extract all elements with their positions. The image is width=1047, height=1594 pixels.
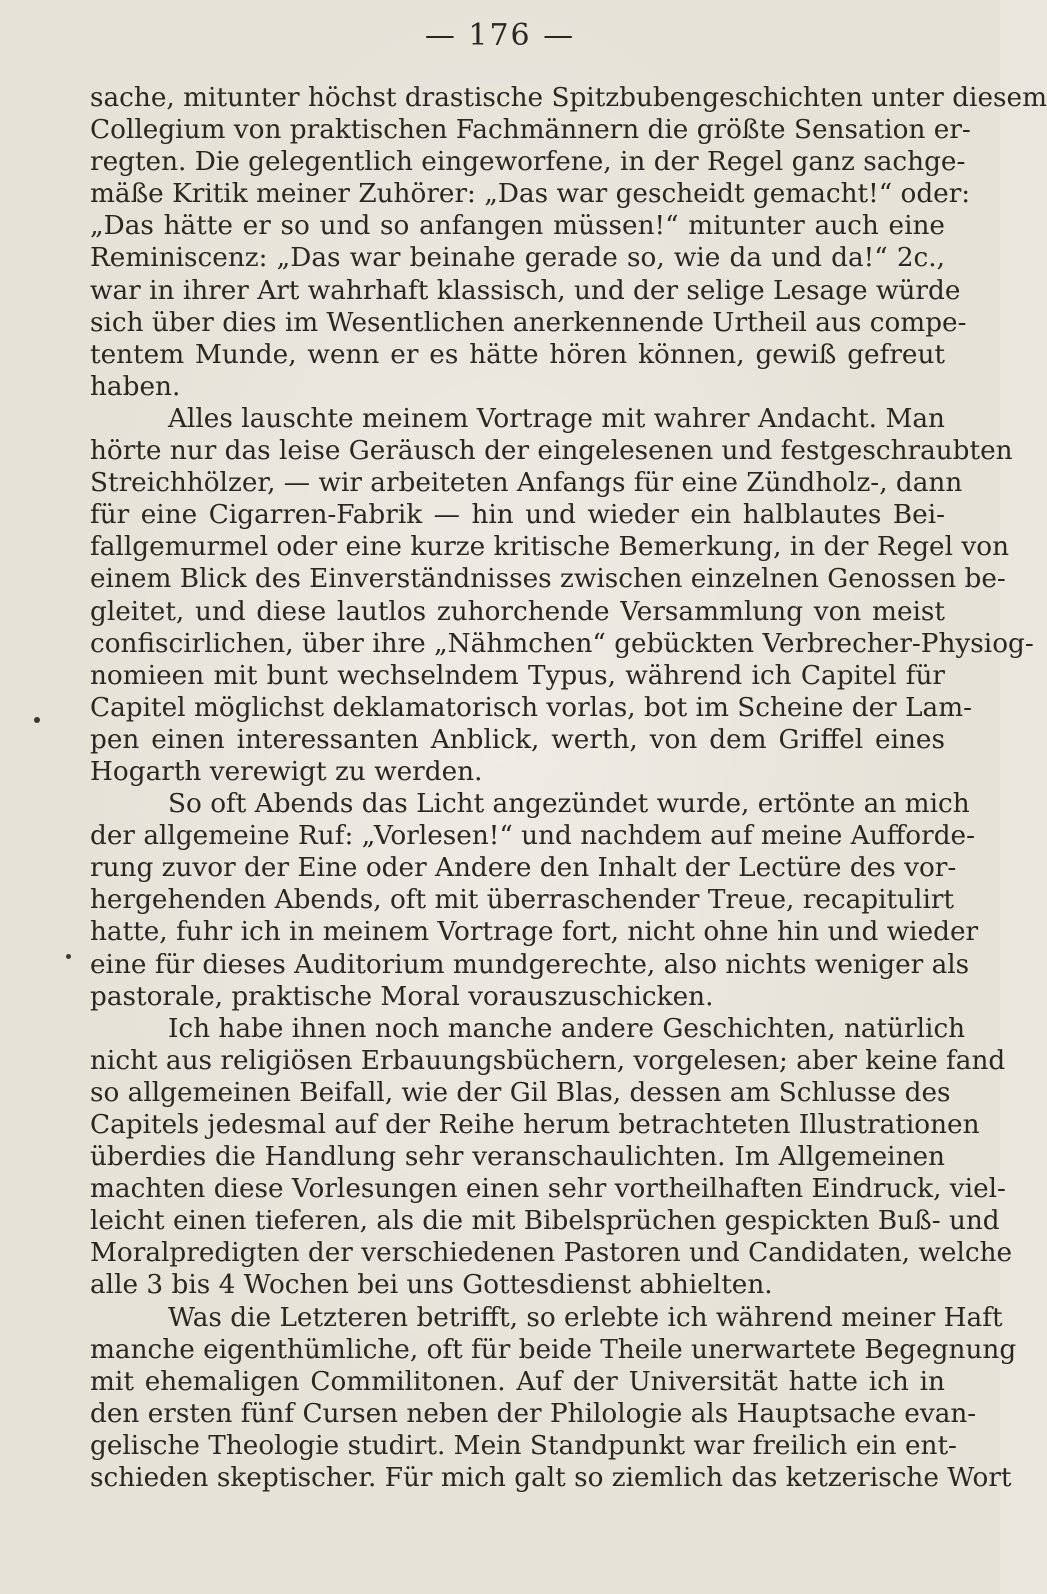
text-line: mäße Kritik meiner Zuhörer: „Das war gescheidt gemacht!“ oder:	[90, 179, 971, 210]
text-line: war in ihrer Art wahrhaft klassisch, und der selige Lesage würde	[90, 275, 961, 306]
text-line: nicht aus religiösen Erbauungsbüchern, vorgelesen; aber keine fand	[90, 1045, 1006, 1076]
page-number: — 176 —	[424, 18, 576, 53]
text-line: „Das hätte er so und so anfangen müssen!“ mitunter auch eine	[90, 211, 945, 242]
text-line: hörte nur das leise Geräusch der eingelesenen und festgeschraubten	[90, 436, 1013, 467]
text-line: Moralpredigten der verschiedenen Pastoren und Candidaten, welche	[90, 1238, 1013, 1269]
text-line: Capitels jedesmal auf der Reihe herum betrachteten Illustrationen	[90, 1110, 980, 1140]
text-line: hergehenden Abends, oft mit überraschender Treue, recapitulirt	[90, 885, 954, 916]
text-line: Alles lauschte meinem Vortrage mit wahrer Andacht. Man	[168, 403, 945, 434]
text-line: Streichhölzer, — wir arbeiteten Anfangs für eine Zündholz-, dann	[90, 468, 963, 499]
text-line: eine für dieses Auditorium mundgerechte, also nichts weniger als	[90, 949, 970, 980]
text-line: überdies die Handlung sehr veranschaulichten. Im Allgemeinen	[90, 1142, 945, 1173]
text-line: Collegium von praktischen Fachmännern die größte Sensation er-	[90, 115, 971, 146]
text-line: schieden skeptischer. Für mich galt so ziemlich das ketzerische Wort	[90, 1463, 1012, 1494]
text-line: mit ehemaligen Commilitonen. Auf der Universität hatte ich in	[90, 1366, 945, 1397]
text-line: Hogarth verewigt zu werden.	[90, 756, 483, 787]
text-line: einem Blick des Einverständnisses zwischen einzelnen Genossen be-	[90, 564, 1006, 595]
text-line: rung zuvor der Eine oder Andere den Inhalt der Lectüre des vor-	[90, 853, 957, 884]
text-line: haben.	[90, 371, 181, 402]
text-line: so allgemeinen Beifall, wie der Gil Blas, dessen am Schlusse des	[90, 1077, 951, 1108]
text-line: den ersten fünf Cursen neben der Philologie als Hauptsache evan-	[90, 1398, 977, 1429]
text-line: gleitet, und diese lautlos zuhorchende Versammlung von meist	[90, 596, 945, 627]
text-line: pastorale, praktische Moral vorauszuschicken.	[90, 981, 714, 1012]
text-line: sich über dies im Wesentlichen anerkennende Urtheil aus compe-	[90, 307, 967, 338]
text-line: tentem Munde, wenn er es hätte hören können, gewiß gefreut	[90, 339, 945, 370]
text-line: sache, mitunter höchst drastische Spitzbubengeschichten unter diesem	[90, 83, 1047, 113]
text-line: regten. Die gelegentlich eingeworfene, in der Regel ganz sachge-	[90, 147, 966, 178]
text-line: alle 3 bis 4 Wochen bei uns Gottesdienst abhielten.	[90, 1270, 773, 1301]
text-line: nomieen mit bunt wechselndem Typus, während ich Capitel für	[90, 660, 945, 691]
text-line: fallgemurmel oder eine kurze kritische Bemerkung, in der Regel von	[90, 532, 1010, 563]
ink-speck	[66, 954, 71, 959]
text-line: manche eigenthümliche, oft für beide Theile unerwartete Begegnung	[90, 1334, 1017, 1365]
text-line: leicht einen tieferen, als die mit Bibelsprüchen gespickten Buß- und	[90, 1206, 1000, 1237]
text-line: Ich habe ihnen noch manche andere Geschichten, natürlich	[168, 1013, 966, 1044]
text-line: confiscirlichen, über ihre „Nähmchen“ gebückten Verbrecher-Physiog-	[90, 628, 1034, 659]
text-line: hatte, fuhr ich in meinem Vortrage fort, nicht ohne hin und wieder	[90, 917, 979, 948]
body-text	[90, 82, 1047, 1494]
text-line: machten diese Vorlesungen einen sehr vortheilhaften Eindruck, viel-	[90, 1174, 1006, 1205]
text-line: Was die Letzteren betrifft, so erlebte ich während meiner Haft	[168, 1302, 1003, 1333]
text-line: gelische Theologie studirt. Mein Standpunkt war freilich ein ent-	[90, 1430, 957, 1461]
text-line: der allgemeine Ruf: „Vorlesen!“ und nachdem auf meine Aufforde-	[90, 821, 975, 852]
text-line: Reminiscenz: „Das war beinahe gerade so, wie da und da!“ 2c.,	[90, 243, 945, 274]
text-line: So oft Abends das Licht angezündet wurde, ertönte an mich	[168, 789, 970, 820]
text-line: Capitel möglichst deklamatorisch vorlas, bot im Scheine der Lam-	[90, 692, 973, 723]
text-line: für eine Cigarren-Fabrik — hin und wieder ein halblautes Bei-	[90, 500, 945, 531]
ink-speck	[34, 717, 40, 723]
text-line: pen einen interessanten Anblick, werth, von dem Griffel eines	[90, 724, 945, 755]
